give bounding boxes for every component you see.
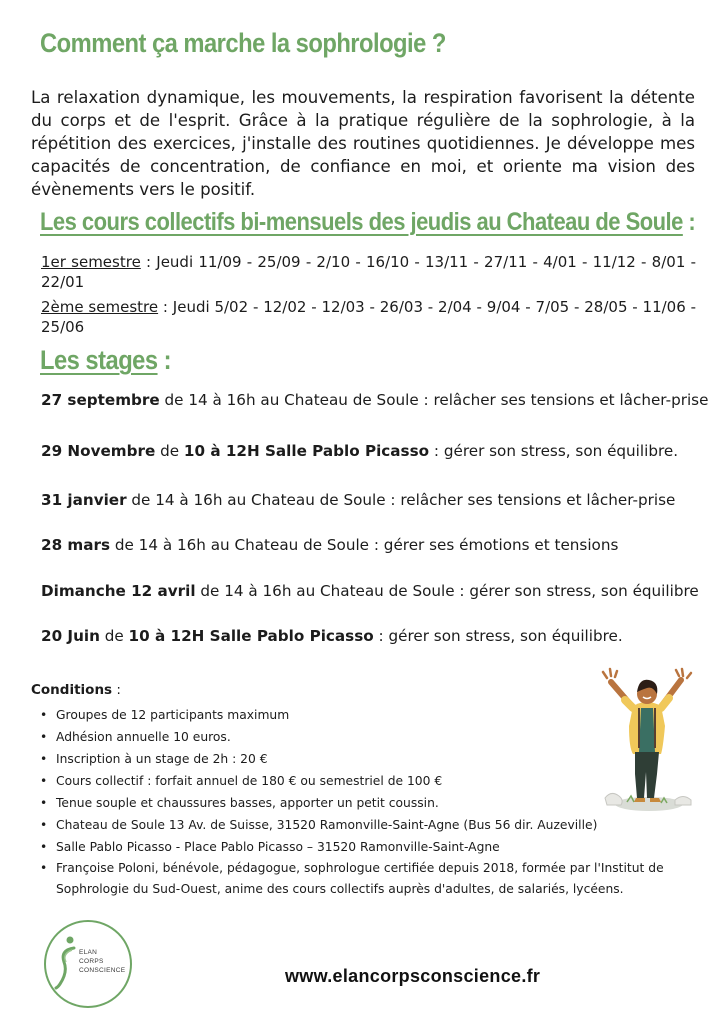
- stage-text: de 14 à 16h au Chateau de Soule : relâcher ses tensions et lâcher-prise: [159, 391, 709, 409]
- condition-item: • Françoise Poloni, bénévole, pédagogue, sophrologue certifiée depuis 2018, formée par l'Institut de Sophrologie du Sud-Ouest, anime des cours collectifs auprès d'adultes, de salariés, lycéens.: [38, 858, 678, 900]
- condition-item: • Groupes de 12 participants maximum: [38, 704, 678, 726]
- semester-1: [41, 252, 696, 292]
- stage-date: 31 janvier: [41, 491, 127, 509]
- stage-date: 20 Juin: [41, 627, 100, 645]
- intro-paragraph: La relaxation dynamique, les mouvements, la respiration favorisent la détente du corps et de l'esprit. Grâce à la pratique régulière de la sophrologie, à la répétition des exercices, j'installe des routines quotidiennes. Je développe mes capacités de concentration, de confiance en moi, et oriente ma vision des évènements vers le positif.: [31, 88, 695, 199]
- cours-title-text: Les cours collectifs bi-mensuels des jeudis au Chateau de Soule: [40, 208, 683, 236]
- website-link[interactable]: www.elancorpsconscience.fr: [285, 966, 541, 986]
- stage-mid: de: [155, 442, 184, 460]
- stage-item: [41, 582, 699, 600]
- elan-corps-conscience-logo: [44, 920, 132, 1008]
- conditions-list: [38, 704, 678, 900]
- condition-item: • Chateau de Soule 13 Av. de Suisse, 31520 Ramonville-Saint-Agne (Bus 56 dir. Auzeville): [38, 814, 678, 836]
- stage-item: [41, 442, 678, 460]
- stage-date: 28 mars: [41, 536, 111, 554]
- logo-text: [79, 948, 125, 975]
- stage-text: de 14 à 16h au Chateau de Soule : gérer son stress, son équilibre: [195, 582, 699, 600]
- stages-title: [40, 345, 171, 376]
- stage-item: [41, 536, 618, 554]
- stage-date: 29 Novembre: [41, 442, 156, 460]
- logo-text-line: CORPS: [79, 958, 104, 965]
- conditions-title-text: Conditions: [31, 682, 113, 698]
- logo-text-line: ELAN: [79, 949, 98, 956]
- semester-1-dates: : Jeudi 11/09 - 25/09 - 2/10 - 16/10 - 13/11 - 27/11 - 4/01 - 11/12 - 8/01 - 22/01: [41, 253, 696, 291]
- condition-item: • Adhésion annuelle 10 euros.: [38, 726, 678, 748]
- person-raising-arms-illustration: [597, 664, 697, 814]
- condition-item: • Tenue souple et chaussures basses, apporter un petit coussin.: [38, 792, 678, 814]
- stage-text: de 14 à 16h au Chateau de Soule : gérer ses émotions et tensions: [110, 536, 619, 554]
- stage-place: 10 à 12H Salle Pablo Picasso: [183, 442, 430, 460]
- stage-date: 27 septembre: [41, 391, 160, 409]
- condition-item: • Salle Pablo Picasso - Place Pablo Picasso – 31520 Ramonville-Saint-Agne: [38, 836, 678, 858]
- stage-date: Dimanche 12 avril: [41, 582, 196, 600]
- semester-1-label: 1er semestre: [41, 253, 141, 271]
- semester-2-dates: : Jeudi 5/02 - 12/02 - 12/03 - 26/03 - 2/04 - 9/04 - 7/05 - 28/05 - 11/06 - 25/06: [41, 298, 697, 336]
- semester-2-label: 2ème semestre: [41, 298, 159, 316]
- logo-text-line: CONSCIENCE: [79, 967, 126, 974]
- stages-title-text: Les stages: [40, 345, 158, 375]
- stage-text: : gérer son stress, son équilibre.: [429, 442, 679, 460]
- stage-item: [41, 491, 675, 509]
- stage-text: : gérer son stress, son équilibre.: [373, 627, 623, 645]
- conditions-title-colon: :: [112, 682, 121, 698]
- stage-item: [41, 627, 623, 645]
- cours-title: [40, 208, 695, 237]
- semester-2: [41, 297, 696, 337]
- stages-title-colon: :: [157, 345, 172, 375]
- stage-item: [41, 391, 708, 409]
- stage-mid: de: [99, 627, 129, 645]
- stage-place: 10 à 12H Salle Pablo Picasso: [128, 627, 374, 645]
- page-title: Comment ça marche la sophrologie ?: [40, 28, 446, 58]
- condition-item: • Cours collectif : forfait annuel de 180 € ou semestriel de 100 €: [38, 770, 678, 792]
- cours-title-colon: :: [682, 208, 696, 236]
- condition-item: • Inscription à un stage de 2h : 20 €: [38, 748, 678, 770]
- conditions-title: [31, 682, 121, 698]
- stage-text: de 14 à 16h au Chateau de Soule : relâcher ses tensions et lâcher-prise: [126, 491, 676, 509]
